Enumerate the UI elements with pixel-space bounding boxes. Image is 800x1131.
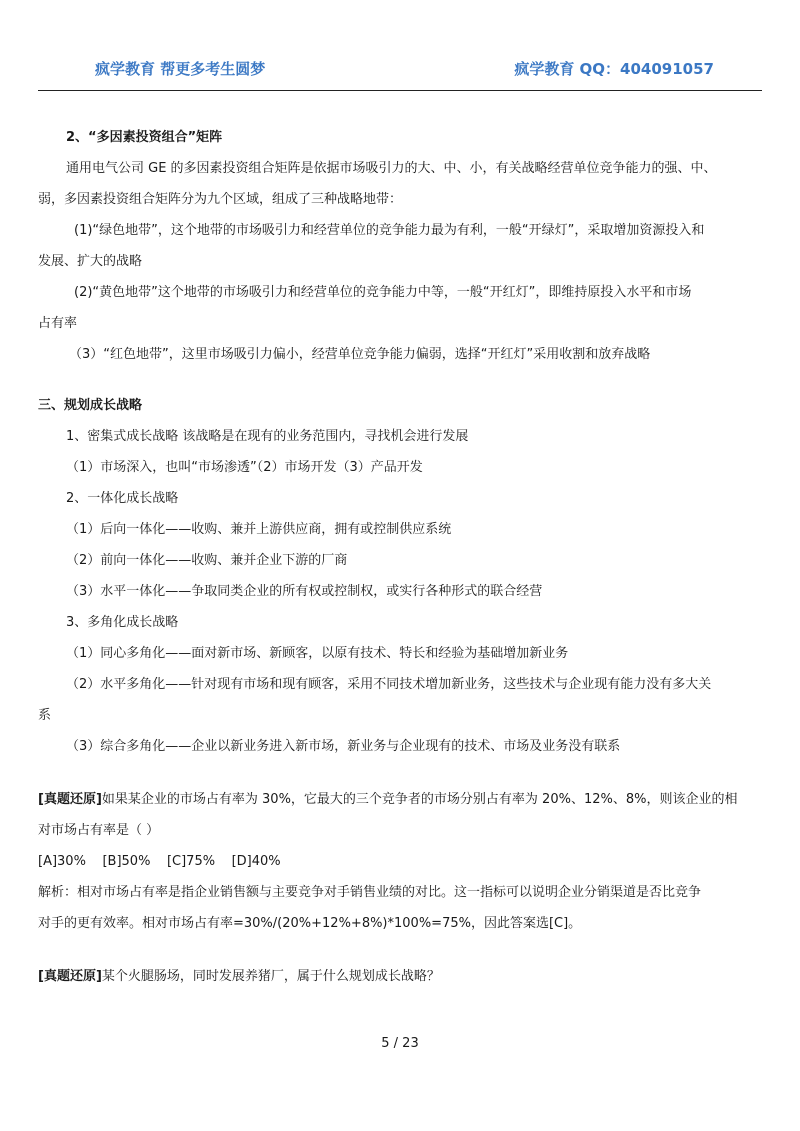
page-header xyxy=(38,54,762,91)
list-item: （2）水平多角化——针对现有市场和现有顾客，采用不同技术增加新业务，这些技术与企业现有能力没有多大关 xyxy=(66,677,712,692)
paragraph: （3）“红色地带”，这里市场吸引力偏小，经营单位竞争能力偏弱，选择“开红灯”采用收割和放弃战略 xyxy=(69,347,651,362)
paragraph: (1)“绿色地带”，这个地带的市场吸引力和经营单位的竞争能力最为有利，一般“开绿灯”，采取增加资源投入和 xyxy=(74,223,705,238)
question-1 xyxy=(38,784,764,815)
section-title-growth: 三、规划成长战略 xyxy=(38,398,143,413)
analysis-cont: 对手的更有效率。相对市场占有率=30%/(20%+12%+8%)*100%=75%，因此答案选[C]。 xyxy=(38,916,582,931)
header-slogan: 疯学教育 帮更多考生圆梦 xyxy=(95,60,266,78)
list-item: （3）综合多角化——企业以新业务进入新市场，新业务与企业现有的技术、市场及业务没有联系 xyxy=(66,739,621,754)
section-title-matrix: 2、“多因素投资组合”矩阵 xyxy=(66,130,223,145)
question-tag: [真题还原] xyxy=(38,792,102,807)
list-item: （1）同心多角化——面对新市场、新顾客，以原有技术、特长和经验为基础增加新业务 xyxy=(66,646,569,661)
list-item: （2）前向一体化——收购、兼并企业下游的厂商 xyxy=(66,553,348,568)
list-item: 系 xyxy=(38,708,52,723)
question-options: [A]30% [B]50% [C]75% [D]40% xyxy=(38,854,281,869)
list-item: （1）市场深入，也叫“市场渗透”（2）市场开发（3）产品开发 xyxy=(66,460,423,475)
paragraph: 弱，多因素投资组合矩阵分为九个区域，组成了三种战略地带： xyxy=(38,192,403,207)
paragraph: 占有率 xyxy=(38,316,78,331)
list-item: （3）水平一体化——争取同类企业的所有权或控制权，或实行各种形式的联合经营 xyxy=(66,584,543,599)
question-tag: [真题还原] xyxy=(38,969,102,984)
list-item: 2、一体化成长战略 xyxy=(66,491,179,506)
analysis: 解析：相对市场占有率是指企业销售额与主要竞争对手销售业绩的对比。这一指标可以说明企业分销渠道是否比竞争 xyxy=(38,885,702,900)
paragraph: 通用电气公司 GE 的多因素投资组合矩阵是依据市场吸引力的大、中、小，有关战略经营单位竞争能力的强、中、 xyxy=(66,161,717,176)
page-number: 5 / 23 xyxy=(381,1036,419,1051)
header-contact: 疯学教育 QQ：404091057 xyxy=(514,60,714,78)
document-body xyxy=(38,122,764,992)
question-text: 某个火腿肠场，同时发展养猪厂，属于什么规划成长战略？ xyxy=(101,969,440,984)
question-2 xyxy=(38,961,764,992)
list-item: 3、多角化成长战略 xyxy=(66,615,179,630)
paragraph: 发展、扩大的战略 xyxy=(38,254,143,269)
list-item: 1、密集式成长战略 该战略是在现有的业务范围内，寻找机会进行发展 xyxy=(66,429,469,444)
question-text: 如果某企业的市场占有率为 30%，它最大的三个竞争者的市场分别占有率为 20%、12%、8%，则该企业的相 xyxy=(101,792,738,807)
paragraph: (2)“黄色地带”这个地带的市场吸引力和经营单位的竞争能力中等，一般“开红灯”，即维持原投入水平和市场 xyxy=(74,285,692,300)
list-item: （1）后向一体化——收购、兼并上游供应商，拥有或控制供应系统 xyxy=(66,522,452,537)
question-text-cont: 对市场占有率是（ ） xyxy=(38,823,160,838)
